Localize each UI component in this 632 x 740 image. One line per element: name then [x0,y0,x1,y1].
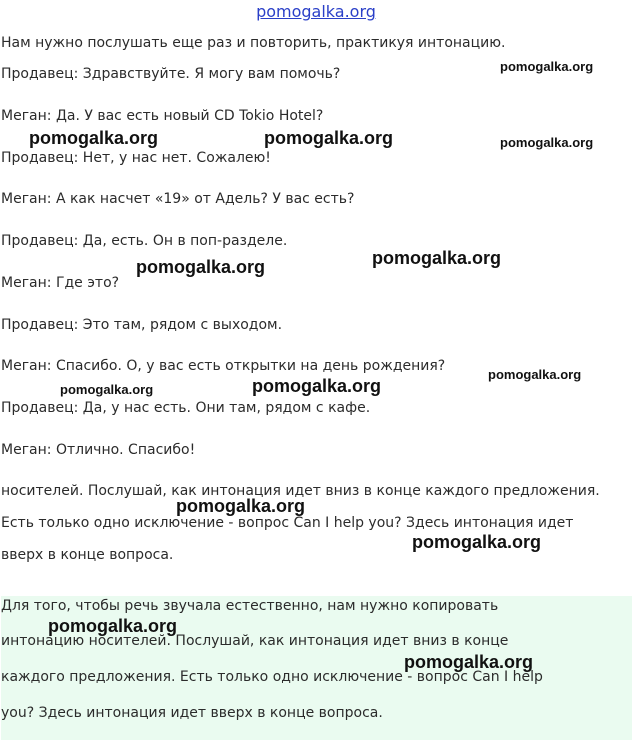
dialogue-line: Меган: Да. У вас есть новый CD Tokio Hotel? [1,108,324,124]
top-watermark: pomogalka.org [256,2,376,21]
watermark: pomogalka.org [176,496,306,516]
highlighted-line: you? Здесь интонация идет вверх в конце вопроса. [1,705,383,721]
dialogue-line: Меган: Где это? [1,275,120,291]
watermark: pomogalka.org [48,616,178,636]
watermark: pomogalka.org [488,367,582,382]
dialogue-line: Продавец: Это там, рядом с выходом. [1,317,283,333]
highlighted-line: интонацию носителей. Послушай, как интонация идет вниз в конце [1,633,509,649]
dialogue-line: Меган: Отлично. Спасибо! [1,442,196,458]
watermark: pomogalka.org [500,135,594,150]
dialogue-line: Продавец: Да, у нас есть. Они там, рядом с кафе. [1,400,371,416]
watermark: pomogalka.org [412,532,542,552]
watermark: pomogalka.org [60,382,154,397]
highlighted-line: каждого предложения. Есть только одно исключение - вопрос Can I help [1,669,543,685]
highlighted-line: Для того, чтобы речь звучала естественно, нам нужно копировать [1,598,499,614]
explanation-line: Есть только одно исключение - вопрос Can I help you? Здесь интонация идет [1,515,574,531]
intro-line: Нам нужно послушать еще раз и повторить, практикуя интонацию. [1,35,506,51]
dialogue-line: Продавец: Здравствуйте. Я могу вам помочь? [1,66,341,82]
dialogue-line: Меган: Спасибо. О, у вас есть открытки на день рождения? [1,358,446,374]
watermark: pomogalka.org [264,128,394,148]
watermark: pomogalka.org [136,257,266,277]
watermark: pomogalka.org [500,59,594,74]
watermark: pomogalka.org [404,652,534,672]
watermark: pomogalka.org [372,248,502,268]
explanation-line: носителей. Послушай, как интонация идет вниз в конце каждого предложения. [1,483,600,499]
watermark: pomogalka.org [252,376,382,396]
explanation-line: вверх в конце вопроса. [1,547,174,563]
watermark: pomogalka.org [29,128,159,148]
dialogue-line: Продавец: Да, есть. Он в поп-разделе. [1,233,288,249]
dialogue-line: Меган: А как насчет «19» от Адель? У вас есть? [1,191,355,207]
dialogue-line: Продавец: Нет, у нас нет. Сожалею! [1,150,271,166]
